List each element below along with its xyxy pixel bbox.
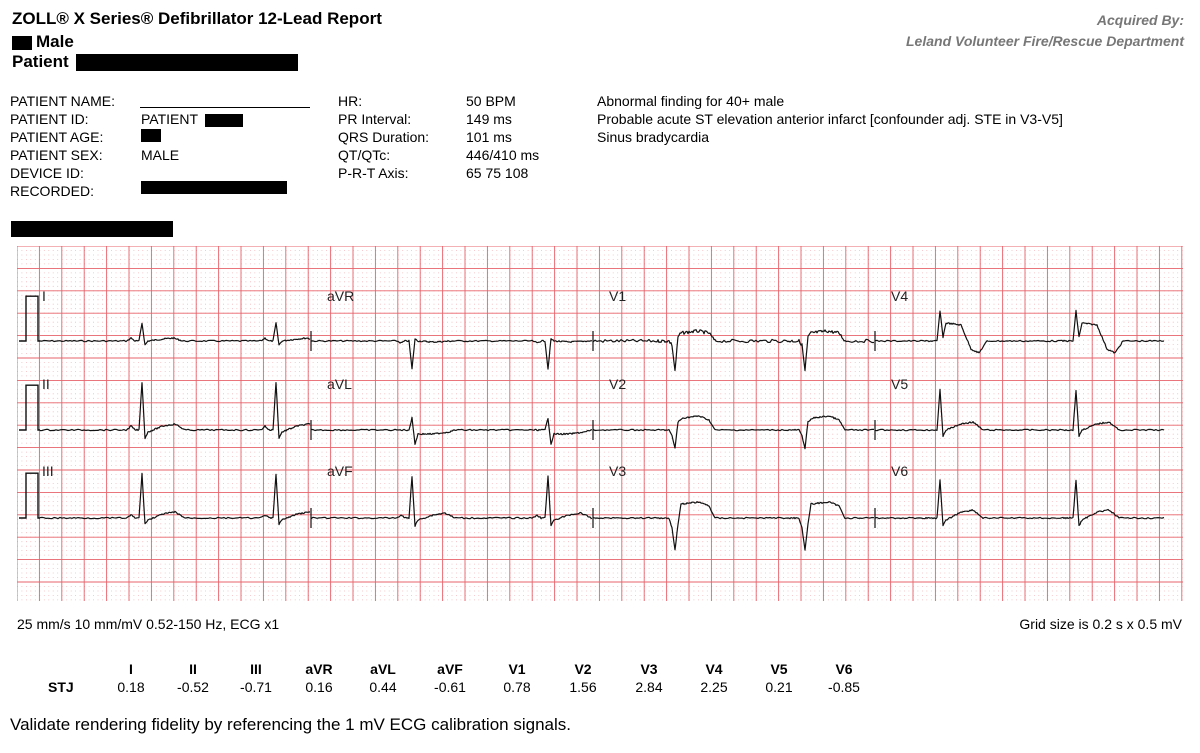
calibration-note: Validate rendering fidelity by referencing the 1 mV ECG calibration signals. [10,715,571,734]
hr-value: 50 BPM [466,93,516,109]
ecg-strip [17,246,1183,606]
ecg-trace-v6 [875,480,1164,526]
stj-lead-header: V4 [705,661,723,677]
stj-lead-header: V3 [640,661,658,677]
stj-lead-header: aVL [370,661,396,677]
patient-age-label: PATIENT AGE: [10,129,104,145]
hr-label: HR: [338,93,363,109]
lead-label: V6 [891,463,909,479]
stj-value: -0.61 [434,679,466,695]
stj-lead-header: V5 [770,661,788,677]
recorded-label: RECORDED: [10,183,95,199]
stj-lead-header: aVR [305,661,333,677]
lead-label: V5 [891,376,909,392]
qrs-value: 101 ms [466,129,512,145]
report-title: ZOLL® X Series® Defibrillator 12-Lead Report [12,9,382,28]
qt-label: QT/QTc: [338,147,391,163]
patient-name-label: PATIENT NAME: [10,93,116,109]
acquired-by-label: Acquired By: [1096,12,1184,28]
ecg-grid [17,246,1183,601]
lead-label: II [42,376,50,392]
lead-label: V3 [609,463,627,479]
patient-id-value [141,110,243,128]
interpretation-line: Abnormal finding for 40+ male [597,93,785,109]
stj-value: -0.52 [177,679,209,695]
grid-lines [17,246,1183,601]
pr-label: PR Interval: [338,111,412,127]
stj-value: 2.25 [700,679,728,695]
stj-value: 0.44 [369,679,397,695]
qt-value: 446/410 ms [466,147,540,163]
stj-header-row [10,660,876,678]
patient-sex-label: PATIENT SEX: [10,147,103,163]
grid-size-note: Grid size is 0.2 s x 0.5 mV [1019,616,1182,632]
stj-lead-header: III [250,661,262,677]
ecg-trace-iii [40,473,310,524]
interpretation-statements [597,92,1063,146]
stj-value: 1.56 [569,679,597,695]
stj-table [10,660,876,696]
axis-label: P-R-T Axis: [338,165,409,181]
section-redaction [11,221,173,237]
qrs-label: QRS Duration: [338,129,430,145]
calibration-pulse [19,296,40,341]
axis-value: 65 75 108 [466,165,529,181]
stj-lead-header: V6 [835,661,853,677]
pr-value: 149 ms [466,111,512,127]
patient-info-labels [10,92,115,200]
lead-label: aVR [327,288,355,304]
stj-value: 0.78 [503,679,531,695]
ecg-trace-v4 [875,310,1164,353]
stj-value: 0.18 [117,679,145,695]
patient-id-text: PATIENT [141,111,198,127]
patient-heading-label: Patient [12,52,69,71]
stj-lead-header: aVF [437,661,463,677]
stj-lead-header: II [189,661,197,677]
lead-label: aVF [327,463,353,479]
lead-label: III [42,463,54,479]
patient-sex-heading [12,32,74,52]
stj-value: -0.85 [828,679,860,695]
patient-heading [12,52,298,72]
stj-value: -0.71 [240,679,272,695]
stj-value-row [10,678,876,696]
lead-label: V4 [891,288,909,304]
measurement-values [466,92,539,182]
redaction-bar [205,114,243,127]
interpretation-line: Sinus bradycardia [597,129,710,145]
lead-label: I [42,288,46,304]
measurement-labels [338,92,429,182]
stj-row-label: STJ [48,679,74,695]
stj-value: 2.84 [635,679,663,695]
device-id-label: DEVICE ID: [10,165,84,181]
lead-label: aVL [327,376,352,392]
ecg-trace-i [40,323,310,345]
stj-lead-header: V2 [574,661,592,677]
patient-sex-value: MALE [141,147,180,163]
stj-lead-header: I [129,661,133,677]
lead-label: V1 [609,288,627,304]
sex-heading-text: Male [36,32,74,51]
recorded-redaction [141,181,287,194]
stj-value: 0.21 [765,679,793,695]
acquired-by-value: Leland Volunteer Fire/Rescue Department [906,33,1184,49]
patient-name-line [140,107,310,108]
stj-value: 0.16 [305,679,333,695]
ecg-settings: 25 mm/s 10 mm/mV 0.52-150 Hz, ECG x1 [17,616,280,632]
redaction-bar [76,54,298,71]
ecg-trace-ii [40,383,310,439]
lead-label: V2 [609,376,627,392]
calibration-pulse [19,473,40,518]
interpretation-line: Probable acute ST elevation anterior infarct [confounder adj. STE in V3-V5] [597,111,1063,127]
patient-id-label: PATIENT ID: [10,111,89,127]
stj-lead-header: V1 [508,661,526,677]
redaction-bar [12,36,32,50]
patient-age-redaction [141,129,161,142]
ecg-trace-v5 [875,389,1164,436]
